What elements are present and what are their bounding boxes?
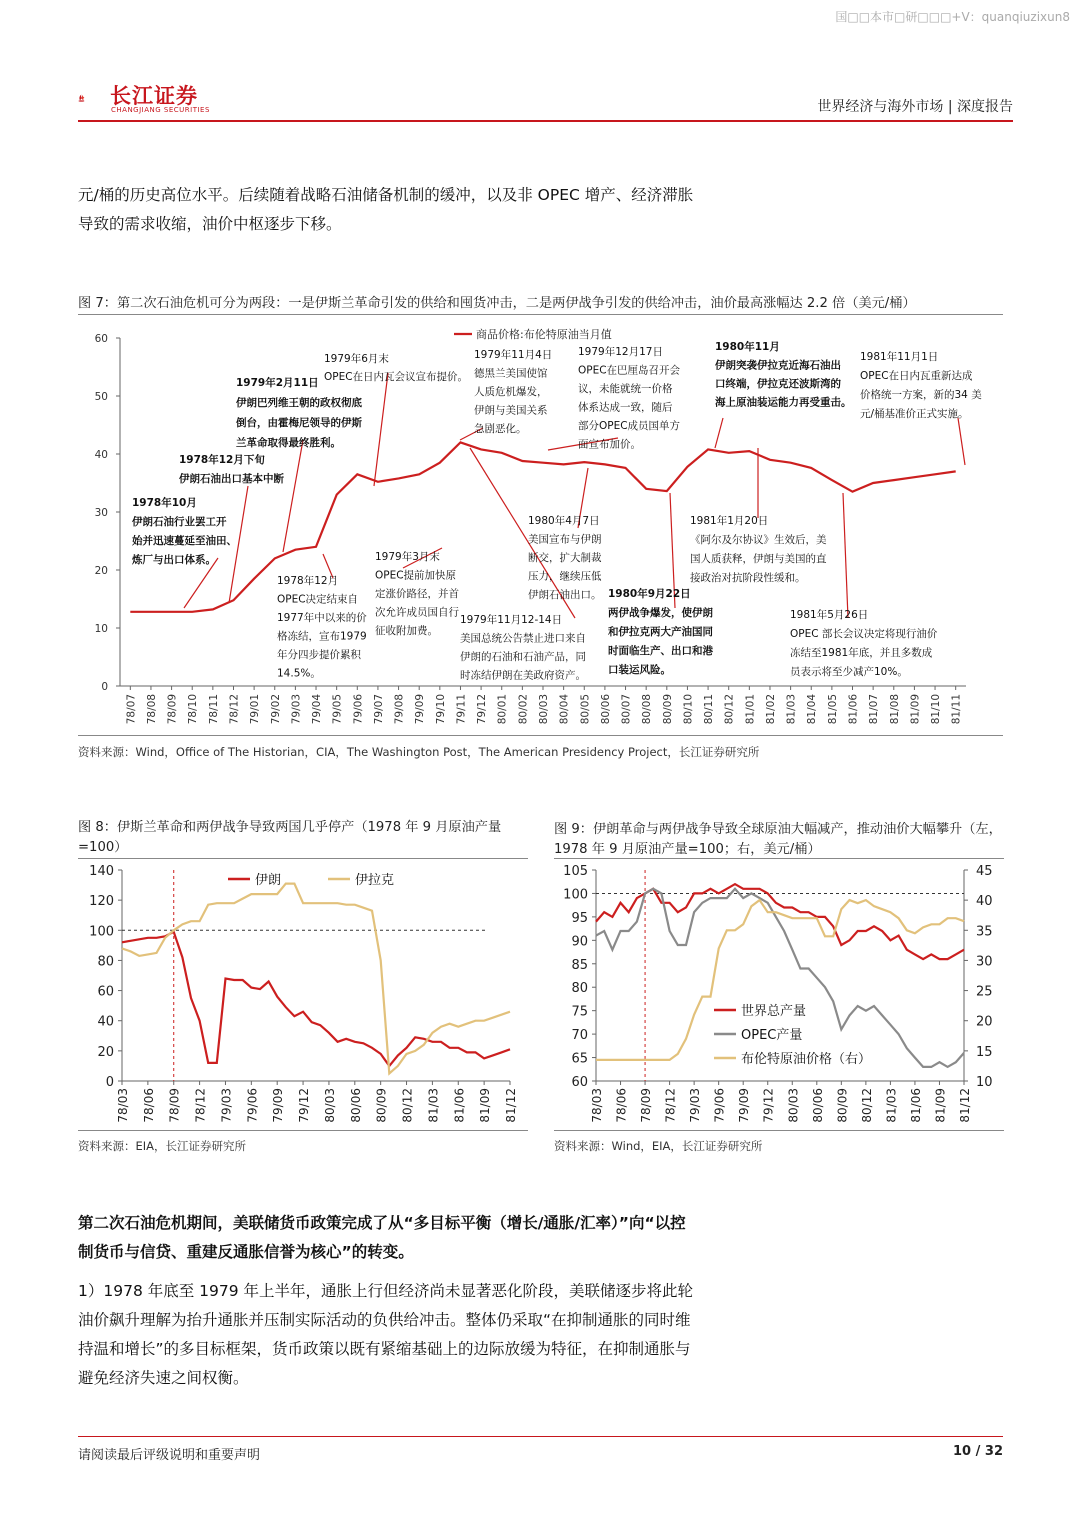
x-tick-label: 80/01 <box>496 694 509 725</box>
report-section-title: 世界经济与海外市场 | 深度报告 <box>817 99 1013 115</box>
logo-wordmark: 长江证券 <box>110 84 198 108</box>
x-tick-label: 78/11 <box>207 694 220 725</box>
annotation-7 <box>474 348 552 435</box>
annotation-2 <box>179 453 284 485</box>
x-tick-label: 81/02 <box>764 694 777 725</box>
annotation-line: 国人质获释，伊朗与美国的直 <box>690 553 827 565</box>
y-tick-label: 20 <box>94 565 108 577</box>
legend-label-brent: 商品价格:布伦特原油当月值 <box>476 328 612 341</box>
annotation-line: 和伊拉克两大产油国同 <box>608 626 713 638</box>
x-tick-label: 79/05 <box>331 694 344 725</box>
annotation-line: 1980年9月22日 <box>608 588 691 600</box>
annotation-text <box>474 348 552 435</box>
annotation-line: OPEC在日内瓦重新达成 <box>860 370 973 382</box>
y-tick-label: 100 <box>89 924 114 940</box>
x-tick-label: 78/06 <box>614 1088 629 1123</box>
annotation-line: 部分OPEC成员国单方 <box>578 420 681 432</box>
annotation-5 <box>324 352 468 383</box>
x-tick-label: 78/09 <box>639 1088 654 1123</box>
annotation-line: 接政治对抗阶段性缓和。 <box>690 572 806 584</box>
x-tick-label: 80/03 <box>786 1088 801 1123</box>
annotation-arrow <box>958 418 965 465</box>
y-tick-label: 120 <box>89 894 114 910</box>
figure9-bottom-rule <box>554 1130 1004 1131</box>
x-tick-label: 81/04 <box>806 694 819 725</box>
x-tick-label: 79/03 <box>290 694 303 725</box>
annotation-line: OPEC决定结束自 <box>277 593 359 606</box>
x-tick-label: 79/09 <box>737 1088 752 1123</box>
footer-divider <box>78 1436 1003 1437</box>
y-right-tick-label: 25 <box>976 984 993 1000</box>
annotation-line: 1981年1月20日 <box>690 515 769 527</box>
annotation-line: OPEC在日内瓦会议宣布提价。 <box>324 371 469 383</box>
x-tick-label: 79/09 <box>271 1088 286 1123</box>
annotation-arrow <box>283 440 303 552</box>
y-tick-label: 80 <box>97 954 114 970</box>
annotation-line: 冻结至1981年底，并且多数成 <box>790 647 933 659</box>
annotation-line: 美国总统公告禁止进口来自 <box>460 632 586 645</box>
y-tick-label: 40 <box>97 1014 114 1030</box>
y-tick-label: 70 <box>571 1028 588 1044</box>
annotation-8 <box>460 613 586 682</box>
y-right-tick-label: 30 <box>976 954 993 970</box>
annotation-line: 口终端，伊拉克还波斯湾的 <box>715 378 841 390</box>
x-tick-label: 80/03 <box>322 1088 337 1123</box>
y-tick-label: 30 <box>94 507 108 519</box>
x-tick-label: 79/12 <box>297 1088 312 1123</box>
annotation-line: 1979年6月末 <box>324 353 389 365</box>
x-tick-label: 79/06 <box>245 1088 260 1123</box>
annotation-line: 征收附加费。 <box>375 625 438 637</box>
x-tick-label: 80/06 <box>599 694 612 725</box>
y-tick-label: 20 <box>97 1044 114 1060</box>
annotation-line: 倒台，由霍梅尼领导的伊斯 <box>236 417 362 429</box>
x-tick-label: 79/12 <box>761 1088 776 1123</box>
annotation-line: 人质危机爆发， <box>474 386 548 398</box>
annotation-line: 德黑兰美国使馆 <box>474 367 548 380</box>
x-tick-label: 81/03 <box>426 1088 441 1123</box>
annotation-line: 议，未能就统一价格 <box>578 383 673 395</box>
x-tick-label: 81/11 <box>950 694 963 725</box>
x-tick-label: 80/04 <box>558 694 571 725</box>
annotation-line: 格冻结，宣布1979 <box>277 630 367 643</box>
x-tick-label: 81/12 <box>504 1088 518 1123</box>
x-tick-label: 79/07 <box>372 694 385 725</box>
x-tick-label: 79/10 <box>434 694 447 725</box>
x-tick-label: 79/09 <box>414 694 427 725</box>
annotation-text <box>277 574 367 680</box>
annotation-line: 断交，扩大制裁 <box>528 552 602 564</box>
x-tick-label: 81/09 <box>478 1088 493 1123</box>
annotation-1 <box>131 496 237 566</box>
x-tick-label: 79/03 <box>688 1088 703 1123</box>
annotation-line: 时面临生产、出口和港 <box>608 645 713 657</box>
y-tick-label: 100 <box>563 887 588 903</box>
x-tick-label: 80/06 <box>348 1088 363 1123</box>
figure8-top-rule <box>78 858 528 859</box>
annotation-line: 1979年12月17日 <box>578 346 663 358</box>
annotation-line: 炼厂与出口体系。 <box>132 554 216 566</box>
y-tick-label: 140 <box>89 864 114 879</box>
annotation-4 <box>277 574 367 680</box>
paragraph-fed-shift: 第二次石油危机期间，美联储货币政策完成了从“多目标平衡（增长/通胀/汇率）”向“以控制货币与信贷、重建反通胀信誉为核心”的转变。 <box>78 1214 686 1261</box>
y-tick-label: 0 <box>105 1075 114 1090</box>
annotation-line: 1979年11月12-14日 <box>460 614 563 626</box>
legend-label-3: 布伦特原油价格（右） <box>741 1052 872 1067</box>
header-divider <box>78 120 1013 122</box>
annotation-line: 时冻结伊朗在美政府资产。 <box>460 669 586 682</box>
x-tick-label: 81/01 <box>744 694 757 725</box>
y-tick-label: 95 <box>571 910 588 926</box>
annotation-line: 1980年11月 <box>715 341 780 353</box>
footer-disclaimer: 请阅读最后评级说明和重要声明 <box>78 1448 261 1463</box>
x-tick-label: 80/09 <box>374 1088 389 1123</box>
y-tick-label: 40 <box>94 449 108 461</box>
x-tick-label: 81/06 <box>452 1088 467 1123</box>
annotation-line: 1977年中以来的价 <box>277 612 367 624</box>
figure8-caption: 图 8：伊斯兰革命和两伊战争导致两国几乎停产（1978 年 9 月原油产量=100） <box>78 820 502 855</box>
y-tick-label: 0 <box>101 681 108 693</box>
x-tick-label: 79/02 <box>269 694 282 725</box>
x-tick-label: 80/09 <box>835 1088 850 1123</box>
annotation-line: 价格统一方案，新的34 美 <box>860 389 982 401</box>
x-tick-label: 78/08 <box>145 694 158 725</box>
annotation-line: 美国宣布与伊朗 <box>528 533 602 546</box>
annotation-12 <box>715 340 852 409</box>
intro-paragraph: 元/桶的历史高位水平。后续随着战略石油储备机制的缓冲，以及非 OPEC 增产、经济滞胀导致的需求收缩，油价中枢逐步下移。 <box>78 186 694 233</box>
paragraph-phase1: 1）1978 年底至 1979 年上半年，通胀上行但经济尚未显著恶化阶段，美联储逐步将此轮油价飙升理解为抬升通胀并压制实际活动的负供给冲击。整体仍采取“在抑制通胀的同时维持温和增长”的多目标框架，货币政策以既有紧缩基础上的边际放缓为特征，在抑制通胀与避免经济失速之间权衡。 <box>78 1282 694 1387</box>
annotation-line: 1980年4月7日 <box>528 515 600 527</box>
x-tick-label: 80/09 <box>661 694 674 725</box>
x-tick-label: 81/03 <box>884 1088 899 1123</box>
annotation-text <box>375 550 459 637</box>
x-tick-label: 81/06 <box>908 1088 923 1123</box>
x-tick-label: 81/08 <box>888 694 901 725</box>
series-line-2 <box>122 884 510 1074</box>
x-tick-label: 79/12 <box>476 694 489 725</box>
changjiang-logo-icon <box>78 78 110 118</box>
annotation-line: 海上原油装运能力再受重击。 <box>715 396 852 409</box>
annotation-line: 压力，继续压低 <box>528 570 602 583</box>
annotation-line: OPEC 部长会议决定将现行油价 <box>790 628 938 640</box>
annotation-text <box>690 514 827 584</box>
x-tick-label: 80/10 <box>682 694 695 725</box>
annotation-line: 1981年11月1日 <box>860 351 939 363</box>
annotation-arrow <box>843 493 848 618</box>
x-tick-label: 79/01 <box>249 694 262 725</box>
x-tick-label: 81/06 <box>847 694 860 725</box>
series-line-1 <box>596 884 964 959</box>
logo-wordmark-en: CHANGJIANG SECURITIES <box>111 106 210 114</box>
figure9-source: 资料来源：Wind，EIA，长江证券研究所 <box>554 1139 763 1153</box>
y-tick-label: 85 <box>571 957 588 973</box>
annotation-line: OPEC提前加快原 <box>375 569 457 582</box>
annotation-line: 1978年10月 <box>132 497 197 509</box>
annotation-line: 始并迅速蔓延至油田、 <box>132 535 237 547</box>
annotation-line: 伊朗巴列维王朝的政权彻底 <box>236 397 362 409</box>
x-tick-label: 81/05 <box>826 694 839 725</box>
x-tick-label: 78/12 <box>663 1088 678 1123</box>
legend-label-1: 伊朗 <box>255 873 282 888</box>
annotation-text <box>131 496 237 566</box>
x-tick-label: 78/12 <box>193 1088 208 1123</box>
x-tick-label: 79/06 <box>352 694 365 725</box>
x-tick-label: 80/11 <box>703 694 716 725</box>
y-tick-label: 60 <box>571 1075 588 1090</box>
figure8-source: 资料来源：EIA，长江证券研究所 <box>78 1139 247 1153</box>
annotation-line: 1978年12月下旬 <box>179 454 265 466</box>
y-tick-label: 50 <box>94 391 108 403</box>
annotation-line: 伊朗的石油和石油产品，同 <box>460 651 586 663</box>
annotation-text <box>860 350 982 420</box>
annotation-text <box>578 345 681 451</box>
annotation-line: 《阿尔及尔协议》生效后，美 <box>690 534 827 546</box>
annotation-line: 14.5%。 <box>277 667 321 680</box>
figure9-chart <box>554 860 1004 1128</box>
annotation-15 <box>790 608 938 678</box>
x-tick-label: 80/05 <box>579 694 592 725</box>
annotation-11 <box>608 587 713 676</box>
annotation-line: 伊朗石油出口基本中断 <box>179 473 284 485</box>
x-tick-label: 78/09 <box>166 694 179 725</box>
annotation-line: 1979年11月4日 <box>474 349 553 361</box>
annotation-text <box>179 453 284 485</box>
annotation-arrow <box>374 373 388 486</box>
legend-label-2: OPEC产量 <box>741 1028 803 1043</box>
annotation-line: 1979年2月11日 <box>236 377 319 389</box>
y-tick-label: 10 <box>94 623 108 635</box>
y-tick-label: 75 <box>571 1004 588 1020</box>
annotation-line: 伊朗石油行业罢工开 <box>132 516 227 528</box>
x-tick-label: 81/07 <box>868 694 881 725</box>
figure7-bottom-rule <box>78 735 1003 736</box>
legend-label-1: 世界总产量 <box>741 1004 807 1019</box>
figure9-top-rule <box>554 858 1004 859</box>
y-tick-label: 65 <box>571 1051 588 1067</box>
annotation-6 <box>375 550 459 637</box>
y-right-tick-label: 35 <box>976 924 993 940</box>
x-tick-label: 80/12 <box>400 1088 415 1123</box>
figure9-caption: 图 9：伊朗革命与两伊战争导致全球原油大幅减产，推动油价大幅攀升（左，1978 年 9 月原油产量=100；右，美元/桶） <box>554 822 1002 857</box>
annotation-line: 兰革命取得最终胜利。 <box>236 437 341 449</box>
annotation-9 <box>578 345 681 451</box>
x-tick-label: 81/10 <box>930 694 943 725</box>
figure8-bottom-rule <box>78 1130 528 1131</box>
x-tick-label: 78/10 <box>187 694 200 725</box>
x-tick-label: 80/03 <box>538 694 550 725</box>
x-tick-label: 81/09 <box>909 694 922 725</box>
annotation-line: 急剧恶化。 <box>474 423 527 435</box>
annotation-line: OPEC在巴厘岛召开会 <box>578 364 681 377</box>
y-tick-label: 90 <box>571 934 588 950</box>
annotation-10 <box>528 514 602 601</box>
x-tick-label: 78/12 <box>228 694 241 725</box>
annotation-line: 元/桶基准价正式实施。 <box>860 408 969 420</box>
x-tick-label: 79/04 <box>311 694 324 725</box>
page-number: 10 / 32 <box>953 1444 1003 1459</box>
x-tick-label: 80/08 <box>641 694 654 725</box>
annotation-text <box>528 514 602 601</box>
annotation-14 <box>860 350 982 420</box>
annotation-text <box>324 352 468 383</box>
watermark-text: 国□□本市□研□□□+V：quanqiuzixun8 <box>835 10 1070 24</box>
annotation-13 <box>690 514 827 584</box>
x-tick-label: 79/06 <box>712 1088 727 1123</box>
x-tick-label: 78/03 <box>590 1088 604 1123</box>
annotation-line: 两伊战争爆发，使伊朗 <box>608 607 713 619</box>
x-tick-label: 81/09 <box>933 1088 948 1123</box>
x-tick-label: 79/11 <box>455 694 468 725</box>
y-right-tick-label: 10 <box>976 1075 993 1090</box>
x-tick-label: 78/03 <box>116 1088 130 1123</box>
annotation-line: 伊朗石油出口。 <box>528 589 602 601</box>
x-tick-label: 80/07 <box>620 694 633 725</box>
x-tick-label: 79/08 <box>393 694 406 725</box>
x-tick-label: 78/07 <box>125 694 138 725</box>
x-tick-label: 80/06 <box>810 1088 825 1123</box>
annotation-line: 年分四步提价累积 <box>277 649 361 661</box>
x-tick-label: 78/06 <box>141 1088 156 1123</box>
annotation-line: 1979年3月末 <box>375 551 440 563</box>
figure7-chart <box>78 318 1003 732</box>
annotation-line: 次允许成员国自行 <box>375 606 459 619</box>
x-tick-label: 80/02 <box>517 694 530 725</box>
annotation-line: 体系达成一致，随后 <box>578 401 673 414</box>
figure8-chart <box>78 860 528 1128</box>
annotation-line: 1978年12月 <box>277 575 339 587</box>
annotation-text <box>460 613 586 682</box>
annotation-text <box>715 340 852 409</box>
annotation-text <box>236 376 362 449</box>
annotation-text <box>608 587 713 676</box>
x-tick-label: 80/12 <box>859 1088 874 1123</box>
x-tick-label: 81/12 <box>958 1088 972 1123</box>
annotation-line: 定涨价路径，并首 <box>375 588 459 600</box>
annotation-line: 面宣布加价。 <box>578 438 641 451</box>
annotation-arrow <box>715 418 723 448</box>
legend-label-2: 伊拉克 <box>355 873 395 888</box>
y-tick-label: 60 <box>97 984 114 1000</box>
x-tick-label: 81/03 <box>785 694 798 725</box>
y-right-tick-label: 20 <box>976 1014 993 1030</box>
figure7-source: 资料来源：Wind，Office of The Historian，CIA，The Washington Post，The American Presidency Project，长江证券研究所 <box>78 745 760 759</box>
y-right-tick-label: 45 <box>976 864 993 879</box>
y-tick-label: 105 <box>563 864 588 879</box>
annotation-3 <box>236 376 362 449</box>
brent-price-line <box>130 442 955 611</box>
annotation-line: 伊朗突袭伊拉克近海石油出 <box>715 359 841 372</box>
figure7-top-rule <box>78 314 1003 315</box>
x-tick-label: 79/03 <box>219 1088 234 1123</box>
x-tick-label: 78/09 <box>167 1088 182 1123</box>
y-tick-label: 60 <box>94 333 108 345</box>
annotation-text <box>790 608 938 678</box>
annotation-line: 伊朗与美国关系 <box>474 404 548 417</box>
x-tick-label: 80/12 <box>723 694 736 725</box>
annotation-line: 员表示将至少减产10%。 <box>790 666 908 678</box>
annotation-line: 1981年5月26日 <box>790 609 869 621</box>
series-line-1 <box>122 932 510 1066</box>
y-right-tick-label: 15 <box>976 1044 993 1060</box>
annotation-line: 口装运风险。 <box>608 664 671 676</box>
y-right-tick-label: 40 <box>976 894 993 910</box>
figure7-caption: 图 7：第二次石油危机可分为两段：一是伊斯兰革命引发的供给和囤货冲击，二是两伊战争引发的供给冲击，油价最高涨幅达 2.2 倍（美元/桶） <box>78 296 916 311</box>
y-tick-label: 80 <box>571 981 588 997</box>
